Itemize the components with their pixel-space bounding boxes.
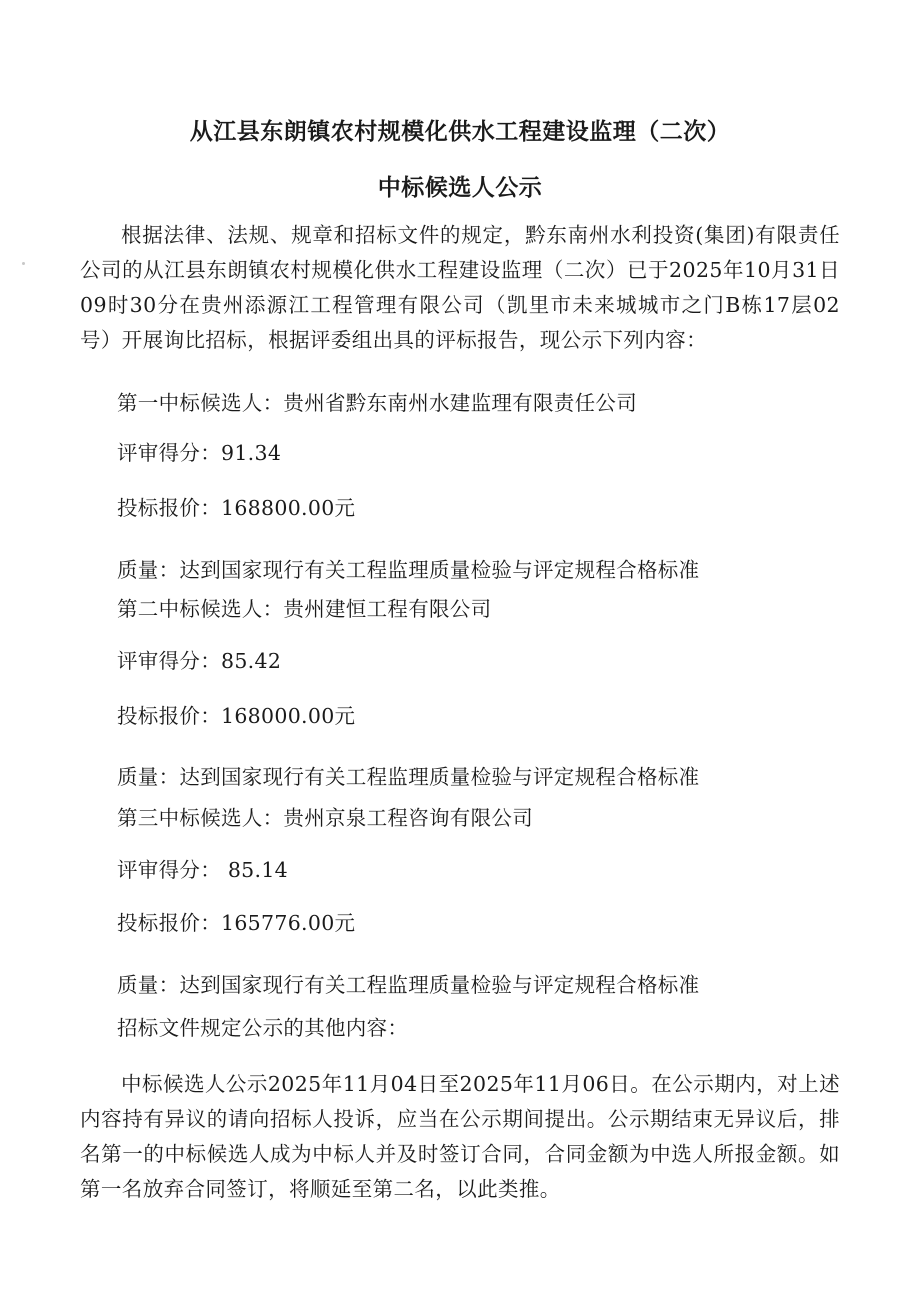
price-value: 168000.00元 — [221, 704, 356, 728]
quality-value: 达到国家现行有关工程监理质量检验与评定规程合格标准 — [179, 558, 700, 582]
document-subtitle: 中标候选人公示 — [377, 175, 543, 201]
candidate-name: 贵州建恒工程有限公司 — [283, 597, 492, 621]
score-value: 85.42 — [221, 649, 282, 673]
quality-value: 达到国家现行有关工程监理质量检验与评定规程合格标准 — [179, 973, 700, 997]
candidate-name: 贵州京泉工程咨询有限公司 — [283, 806, 534, 830]
score-label: 评审得分： — [117, 441, 221, 465]
candidate-3-quality-line — [117, 970, 699, 1000]
candidate-1-price-line — [117, 493, 355, 523]
candidate-2-name-line — [117, 594, 491, 624]
score-value: 85.14 — [221, 858, 289, 882]
document-title: 从江县东朗镇农村规模化供水工程建设监理（二次） — [189, 119, 731, 145]
quality-value: 达到国家现行有关工程监理质量检验与评定规程合格标准 — [179, 765, 700, 789]
candidate-rank-label: 第二中标候选人： — [117, 597, 284, 621]
score-label: 评审得分： — [117, 858, 221, 882]
candidate-2-score-line — [117, 646, 281, 676]
candidate-1-quality-line — [117, 555, 699, 585]
candidate-3-name-line — [117, 803, 533, 833]
score-value: 91.34 — [221, 441, 282, 465]
price-label: 投标报价： — [117, 704, 221, 728]
quality-label: 质量： — [117, 973, 180, 997]
candidate-rank-label: 第一中标候选人： — [117, 391, 284, 415]
candidate-2-quality-line — [117, 762, 699, 792]
candidate-1-score-line — [117, 438, 281, 468]
price-label: 投标报价： — [117, 496, 221, 520]
quality-label: 质量： — [117, 765, 180, 789]
quality-label: 质量： — [117, 558, 180, 582]
score-label: 评审得分： — [117, 649, 221, 673]
price-label: 投标报价： — [117, 911, 221, 935]
candidate-3-price-line — [117, 908, 355, 938]
scan-speck — [22, 262, 25, 265]
candidate-3-score-line — [117, 855, 288, 885]
candidate-2-price-line — [117, 701, 355, 731]
price-value: 165776.00元 — [221, 911, 356, 935]
intro-paragraph: 根据法律、法规、规章和招标文件的规定，黔东南州水利投资(集团)有限责任公司的从江县东朗镇农村规模化供水工程建设监理（二次）已于2025年10月31日09时30分在贵州添源江工程管理有限公司（凯里市未来城城市之门B栋17层02号）开展询比招标，根据评委组出具的评标报告，现公示下列内容： — [80, 223, 840, 352]
candidate-name: 贵州省黔东南州水建监理有限责任公司 — [283, 391, 638, 415]
candidate-rank-label: 第三中标候选人： — [117, 806, 284, 830]
candidate-1-name-line — [117, 388, 637, 418]
price-value: 168800.00元 — [221, 496, 356, 520]
other-content-heading: 招标文件规定公示的其他内容： — [117, 1016, 409, 1040]
notice-paragraph: 中标候选人公示2025年11月04日至2025年11月06日。在公示期内，对上述内容持有异议的请向招标人投诉，应当在公示期间提出。公示期结束无异议后，排名第一的中标候选人成为中标人并及时签订合同，合同金额为中选人所报金额。如第一名放弃合同签订，将顺延至第二名，以此类推。 — [80, 1072, 840, 1201]
